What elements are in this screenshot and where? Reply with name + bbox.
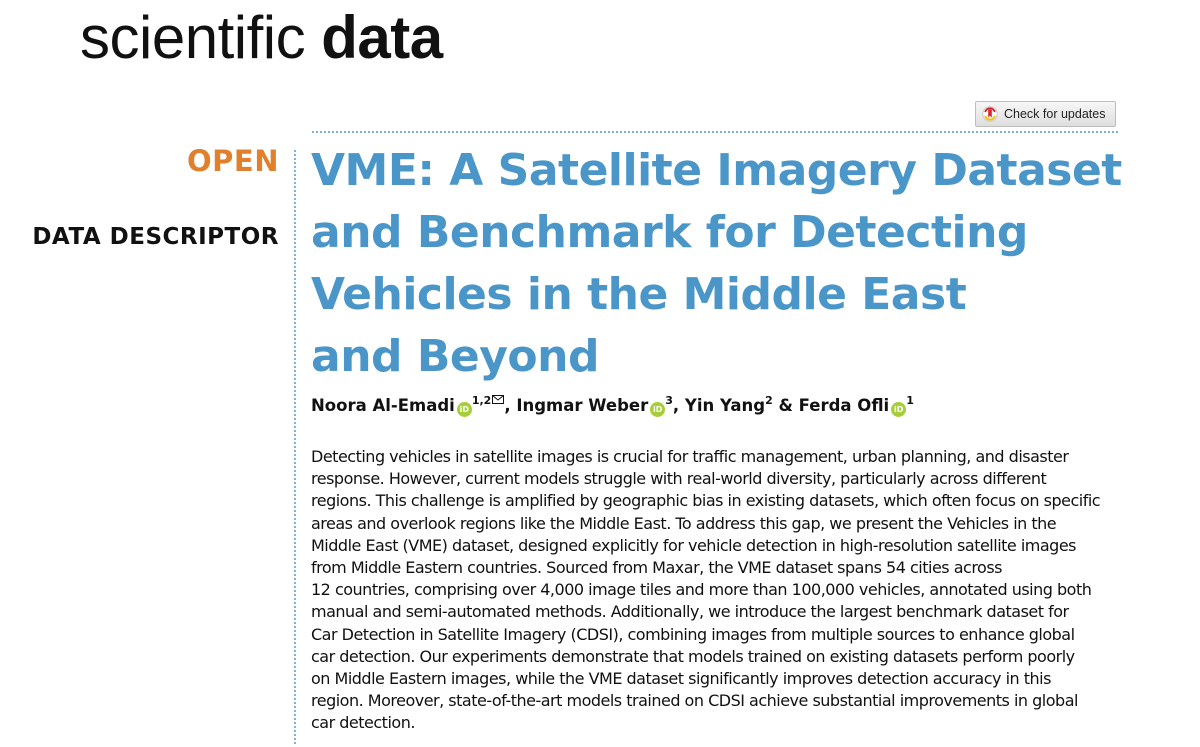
- abstract-line: Car Detection in Satellite Imagery (CDSI), combining images from multiple sources to enhance global: [311, 624, 1075, 644]
- abstract-line: regions. This challenge is amplified by geographic bias in existing datasets, which often focus on specific: [311, 491, 1101, 511]
- author-name[interactable]: Ferda Ofli: [798, 396, 890, 415]
- article-type-label: DATA DESCRIPTOR: [32, 224, 279, 250]
- title-line: Vehicles in the Middle East: [311, 269, 967, 320]
- abstract-line: response. However, current models struggle with real-world diversity, particularly across different: [311, 469, 1047, 489]
- margin-divider: [294, 150, 296, 744]
- author-list: [311, 395, 914, 417]
- title-line: and Beyond: [311, 331, 599, 382]
- orcid-icon[interactable]: iD: [457, 402, 472, 417]
- author-separator: ,: [672, 396, 685, 415]
- abstract-line: region. Moreover, state-of-the-art models trained on CDSI achieve substantial improvements in global: [311, 691, 1078, 711]
- crossmark-icon: [982, 106, 998, 122]
- abstract-line: car detection.: [311, 713, 415, 733]
- author-separator: ,: [504, 396, 517, 415]
- abstract-line: Detecting vehicles in satellite images is crucial for traffic management, urban planning, and disaster: [311, 447, 1069, 466]
- abstract-line: areas and overlook regions like the Middle East. To address this gap, we present the Vehicles in the: [311, 513, 1057, 533]
- title-line: VME: A Satellite Imagery Dataset: [311, 145, 1122, 196]
- author-separator: &: [772, 396, 799, 415]
- author-affiliations: 1: [906, 394, 914, 407]
- abstract-line: manual and semi-automated methods. Additionally, we introduce the largest benchmark dataset for: [311, 602, 1069, 622]
- abstract-line: 12 countries, comprising over 4,000 image tiles and more than 100,000 vehicles, annotated using both: [311, 580, 1092, 600]
- journal-name-light: scientific: [80, 4, 306, 71]
- author-name[interactable]: Yin Yang: [684, 396, 766, 415]
- author-name[interactable]: Noora Al-Emadi: [311, 396, 455, 415]
- title-line: and Benchmark for Detecting: [311, 207, 1028, 258]
- orcid-icon[interactable]: iD: [650, 402, 665, 417]
- abstract-line: on Middle Eastern images, while the VME dataset significantly improves detection accuracy in this: [311, 669, 1051, 689]
- abstract-line: from Middle Eastern countries. Sourced from Maxar, the VME dataset spans 54 cities across: [311, 558, 1002, 578]
- author-affiliations: 3: [665, 394, 673, 407]
- journal-logo: [80, 0, 443, 78]
- open-access-label: OPEN: [187, 144, 279, 178]
- author-affiliations: 2: [765, 394, 773, 407]
- article-title: [311, 140, 1171, 388]
- journal-name-bold: data: [321, 4, 443, 71]
- check-for-updates-button[interactable]: [975, 101, 1116, 127]
- envelope-icon[interactable]: [492, 395, 504, 404]
- check-for-updates-label: Check for updates: [1004, 107, 1106, 121]
- author-name[interactable]: Ingmar Weber: [516, 396, 649, 415]
- abstract: [311, 446, 1123, 735]
- abstract-line: Middle East (VME) dataset, designed explicitly for vehicle detection in high-resolution satellite images: [311, 535, 1077, 555]
- orcid-icon[interactable]: iD: [891, 402, 906, 417]
- abstract-line: car detection. Our experiments demonstrate that models trained on existing datasets perform poorly: [311, 646, 1075, 666]
- author-affiliations: 1,2: [471, 394, 492, 407]
- header-divider: [312, 131, 1118, 133]
